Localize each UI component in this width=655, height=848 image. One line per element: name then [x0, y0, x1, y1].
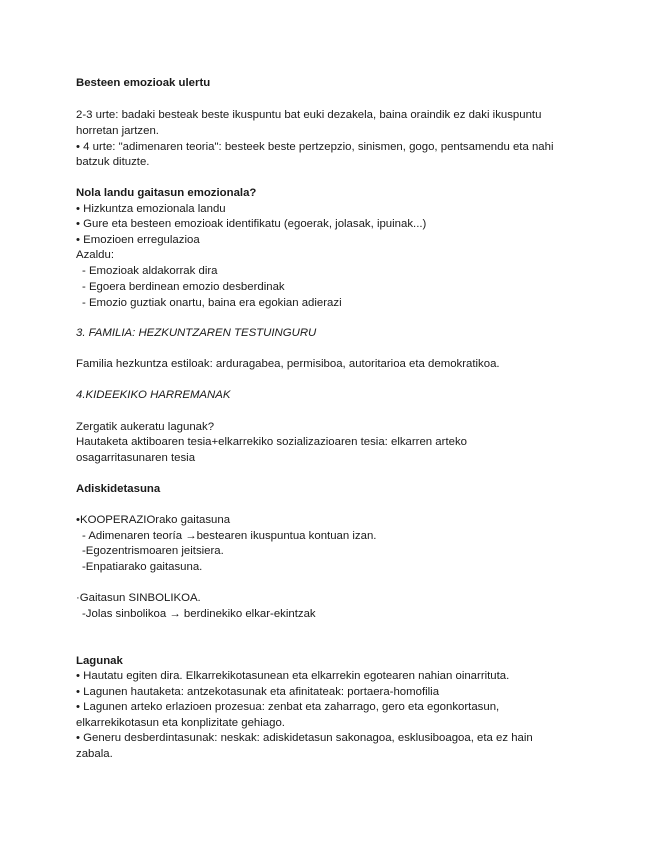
heading-nola-landu: Nola landu gaitasun emozionala? [76, 187, 257, 199]
list-item: • Gure eta besteen emozioak identifikatu (egoerak, jolasak, ipuinak...) [76, 218, 427, 230]
sub-list-item: -Enpatiarako gaitasuna. [82, 561, 203, 573]
paragraph-line: • 4 urte: "adimenaren teoria": besteek beste pertzepzio, sinismen, gogo, pentsamendu eta nahi [76, 141, 554, 153]
sub-list-item: - Adimenaren teoría →bestearen ikuspuntua kontuan izan. [82, 530, 377, 542]
heading-familia: 3. FAMILIA: HEZKUNTZAREN TESTUINGURU [76, 327, 317, 339]
sub-list-item: - Emozioak aldakorrak dira [82, 265, 218, 277]
list-item-continuation: elkarrekikotasun eta konplizitate gehiago. [76, 717, 285, 729]
heading-adiskidetasuna: Adiskidetasuna [76, 483, 161, 495]
sub-list-item: -Egozentrismoaren jeitsiera. [82, 545, 224, 557]
paragraph-line: 2-3 urte: badaki besteak beste ikuspuntu bat euki dezakela, baina oraindik ez daki ikuspuntu [76, 109, 542, 121]
paragraph-line: Hautaketa aktiboaren tesia+elkarrekiko sozializazioaren tesia: elkarren arteko [76, 436, 467, 448]
paragraph-line: batzuk dituzte. [76, 156, 150, 168]
paragraph-line: •KOOPERAZIOrako gaitasuna [76, 514, 231, 526]
list-item: • Lagunen arteko erlazioen prozesua: zenbat eta zaharrago, gero eta egonkortasun, [76, 701, 500, 713]
list-item: • Generu desberdintasunak: neskak: adiskidetasun sakonagoa, esklusiboagoa, eta ez hain [76, 732, 533, 744]
sub-list-item: - Egoera berdinean emozio desberdinak [82, 281, 285, 293]
paragraph-line: ·Gaitasun SINBOLIKOA. [76, 592, 201, 604]
paragraph-line: Familia hezkuntza estiloak: arduragabea, permisiboa, autoritarioa eta demokratikoa. [76, 358, 500, 370]
list-item: • Hizkuntza emozionala landu [76, 203, 226, 215]
sub-list-item: -Jolas sinbolikoa → berdinekiko elkar-ekintzak [82, 608, 316, 620]
list-item: • Emozioen erregulazioa [76, 234, 200, 246]
list-item-continuation: zabala. [76, 748, 113, 760]
list-item: • Lagunen hautaketa: antzekotasunak eta afinitateak: portaera-homofilia [76, 686, 440, 698]
azaldu-label: Azaldu: [76, 249, 114, 261]
heading-besteen-emozioak: Besteen emozioak ulertu [76, 77, 211, 89]
paragraph-line: osagarritasunaren tesia [76, 452, 196, 464]
heading-lagunak: Lagunak [76, 655, 123, 667]
heading-kideekiko: 4.KIDEEKIKO HARREMANAK [76, 389, 231, 401]
sub-list-item: - Emozio guztiak onartu, baina era egokian adierazi [82, 297, 342, 309]
paragraph-line: Zergatik aukeratu lagunak? [76, 421, 215, 433]
list-item: • Hautatu egiten dira. Elkarrekikotasunean eta elkarrekin egotearen nahian oinarrituta. [76, 670, 510, 682]
paragraph-line: horretan jartzen. [76, 125, 159, 137]
